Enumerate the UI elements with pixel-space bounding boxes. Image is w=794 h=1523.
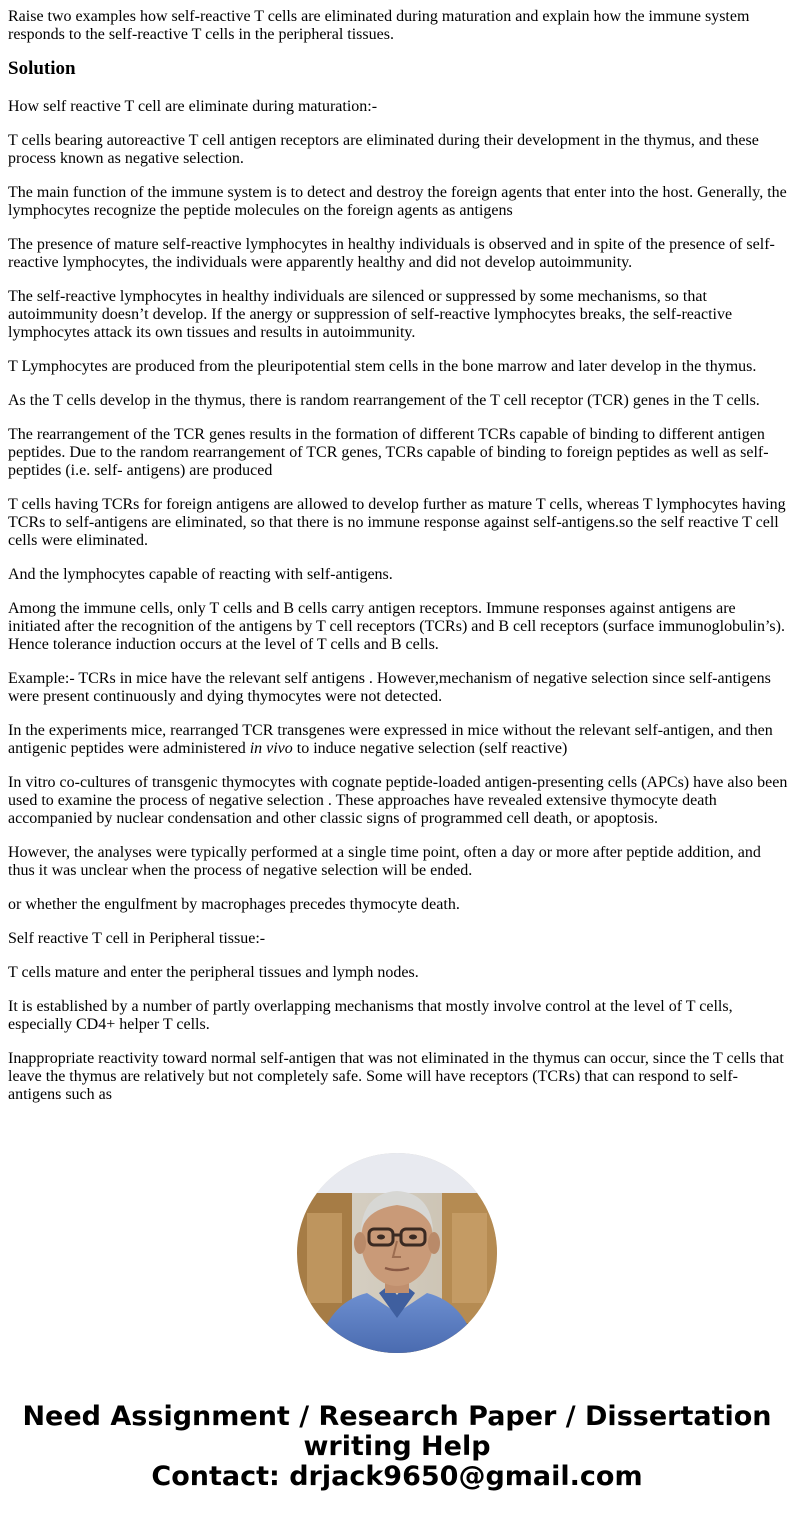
solution-heading: Solution (8, 58, 76, 79)
avatar-portrait (297, 1153, 497, 1353)
question-text: Raise two examples how self-reactive T cells are eliminated during maturation and explain how the immune system responds to the self-reactive T cells in the peripheral tissues. (8, 8, 750, 43)
article-content (8, 8, 788, 1120)
paragraph: or whether the engulfment by macrophages precedes thymocyte death. (8, 896, 460, 913)
paragraph: T Lymphocytes are produced from the pleuripotential stem cells in the bone marrow and later develop in the thymus. (8, 358, 757, 375)
contact-line: Contact: drjack9650@gmail.com (151, 1461, 643, 1492)
paragraph: How self reactive T cell are eliminate during maturation:- (8, 98, 378, 115)
paragraph: In vitro co-cultures of transgenic thymocytes with cognate peptide-loaded antigen-presenting cells (APCs) have also been used to examine the process of negative selection . These approaches have revealed extensive thymocyte death accompanied by nuclear condensation and other classic signs of programmed cell death, or apoptosis. (8, 774, 788, 827)
paragraph: T cells mature and enter the peripheral tissues and lymph nodes. (8, 964, 419, 981)
paragraph: Self reactive T cell in Peripheral tissue:- (8, 930, 266, 947)
paragraph: T cells bearing autoreactive T cell antigen receptors are eliminated during their development in the thymus, and these process known as negative selection. (8, 132, 759, 167)
paragraph: The main function of the immune system is to detect and destroy the foreign agents that enter into the host. Generally, the lymphocytes recognize the peptide molecules on the foreign agents as antigens (8, 184, 787, 219)
promo-line: writing Help (303, 1431, 491, 1462)
paragraph: Inappropriate reactivity toward normal self-antigen that was not eliminated in the thymus can occur, since the T cells that leave the thymus are relatively but not completely safe. Some will have receptors (TCRs) that can respond to self-antigens such as (8, 1050, 784, 1103)
paragraph: And the lymphocytes capable of reacting with self-antigens. (8, 566, 393, 583)
paragraph: As the T cells develop in the thymus, there is random rearrangement of the T cell receptor (TCR) genes in the T cells. (8, 392, 760, 409)
text-run: to induce negative selection (self reactive) (292, 740, 568, 757)
paragraph: The rearrangement of the TCR genes results in the formation of different TCRs capable of binding to different antigen peptides. Due to the random rearrangement of TCR genes, TCRs capable of binding to foreign peptides as well as self-peptides (i.e. self- antigens) are produced (8, 426, 769, 479)
paragraph: It is established by a number of partly overlapping mechanisms that mostly involve control at the level of T cells, especially CD4+ helper T cells. (8, 998, 733, 1033)
paragraph: T cells having TCRs for foreign antigens are allowed to develop further as mature T cells, whereas T lymphocytes having TCRs to self-antigens are eliminated, so that there is no immune response against self-antigens.so the self reactive T cell cells were eliminated. (8, 496, 786, 549)
author-avatar (297, 1153, 497, 1353)
paragraph: However, the analyses were typically performed at a single time point, often a day or more after peptide addition, and thus it was unclear when the process of negative selection will be ended. (8, 844, 761, 879)
paragraph: The presence of mature self-reactive lymphocytes in healthy individuals is observed and in spite of the presence of self-reactive lymphocytes, the individuals were apparently healthy and did not develop autoimmunity. (8, 236, 775, 271)
paragraph: The self-reactive lymphocytes in healthy individuals are silenced or suppressed by some mechanisms, so that autoimmunity doesn’t develop. If the anergy or suppression of self-reactive lymphocytes breaks, the self-reactive lymphocytes attack its own tissues and results in autoimmunity. (8, 288, 733, 341)
promo-banner (0, 1402, 794, 1492)
paragraph-with-italic (8, 722, 788, 758)
promo-line: Need Assignment / Research Paper / Dissertation (22, 1401, 772, 1432)
italic-term: in vivo (249, 740, 293, 757)
text-run: In the experiments mice, rearranged TCR transgenes were expressed in mice without the relevant self-antigen, and then antigenic peptides were administered (8, 722, 773, 757)
paragraph: Example:- TCRs in mice have the relevant self antigens . However,mechanism of negative selection since self-antigens were present continuously and dying thymocytes were not detected. (8, 670, 771, 705)
paragraph: Among the immune cells, only T cells and B cells carry antigen receptors. Immune responses against antigens are initiated after the recognition of the antigens by T cell receptors (TCRs) and B cell receptors (surface immunoglobulin’s). Hence tolerance induction occurs at the level of T cells and B cells. (8, 600, 785, 653)
